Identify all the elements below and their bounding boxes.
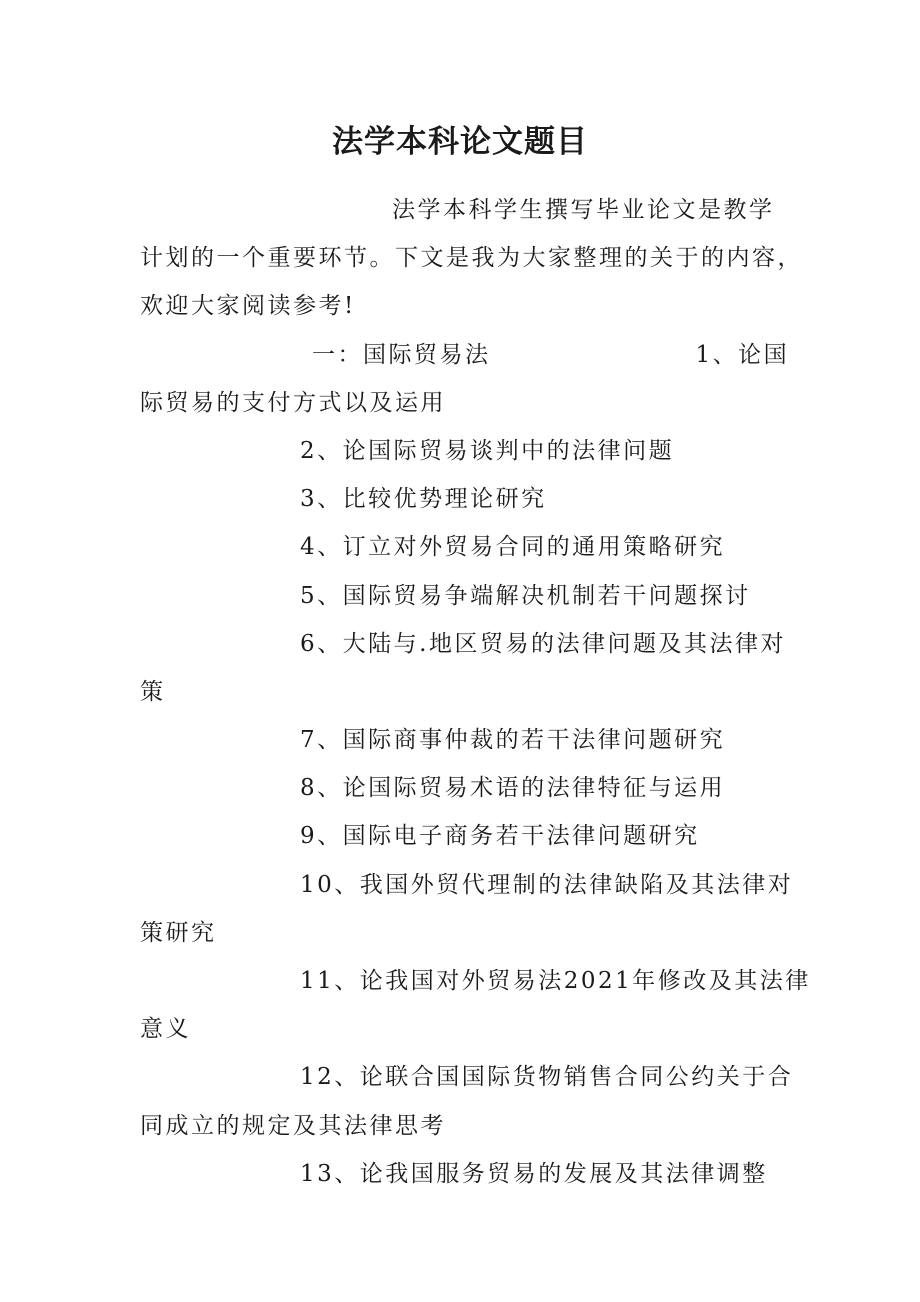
intro-line-1: 法学本科学生撰写毕业论文是教学 — [392, 197, 775, 223]
document-body — [140, 186, 811, 1198]
list-item: 10、我国外贸代理制的法律缺陷及其法律对 — [300, 871, 794, 898]
list-item: 5、国际贸易争端解决机制若干问题探讨 — [300, 582, 751, 609]
list-item: 12、论联合国国际货物销售合同公约关于合 — [300, 1064, 794, 1091]
intro-line-2: 计划的一个重要环节。下文是我为大家整理的关于的内容， — [140, 245, 803, 272]
list-item-continuation: 同成立的规定及其法律思考 — [140, 1112, 446, 1139]
item-1-continuation: 际贸易的支付方式以及运用 — [140, 389, 446, 416]
list-item: 13、论我国服务贸易的发展及其法律调整 — [300, 1160, 768, 1187]
list-item: 4、订立对外贸易合同的通用策略研究 — [300, 534, 726, 561]
list-item: 6、大陆与.地区贸易的法律问题及其法律对 — [300, 630, 786, 657]
document-title: 法学本科论文题目 — [332, 124, 588, 160]
list-item: 11、论我国对外贸易法2021年修改及其法律 — [300, 968, 811, 994]
list-item: 3、比较优势理论研究 — [300, 486, 547, 513]
section-heading: 一：国际贸易法 — [312, 341, 491, 368]
intro-line-3: 欢迎大家阅读参考! — [140, 293, 356, 320]
list-item: 8、论国际贸易术语的法律特征与运用 — [300, 775, 726, 802]
section-heading-line — [140, 331, 790, 379]
list-item: 9、国际电子商务若干法律问题研究 — [300, 823, 700, 850]
list-item-continuation: 策 — [140, 678, 166, 705]
list-item: 2、论国际贸易谈判中的法律问题 — [300, 437, 675, 464]
list-item: 7、国际商事仲裁的若干法律问题研究 — [300, 727, 726, 754]
item-1-start: 1、论国 — [695, 341, 790, 368]
list-item-continuation: 策研究 — [140, 919, 217, 946]
list-item-continuation: 意义 — [140, 1016, 191, 1043]
